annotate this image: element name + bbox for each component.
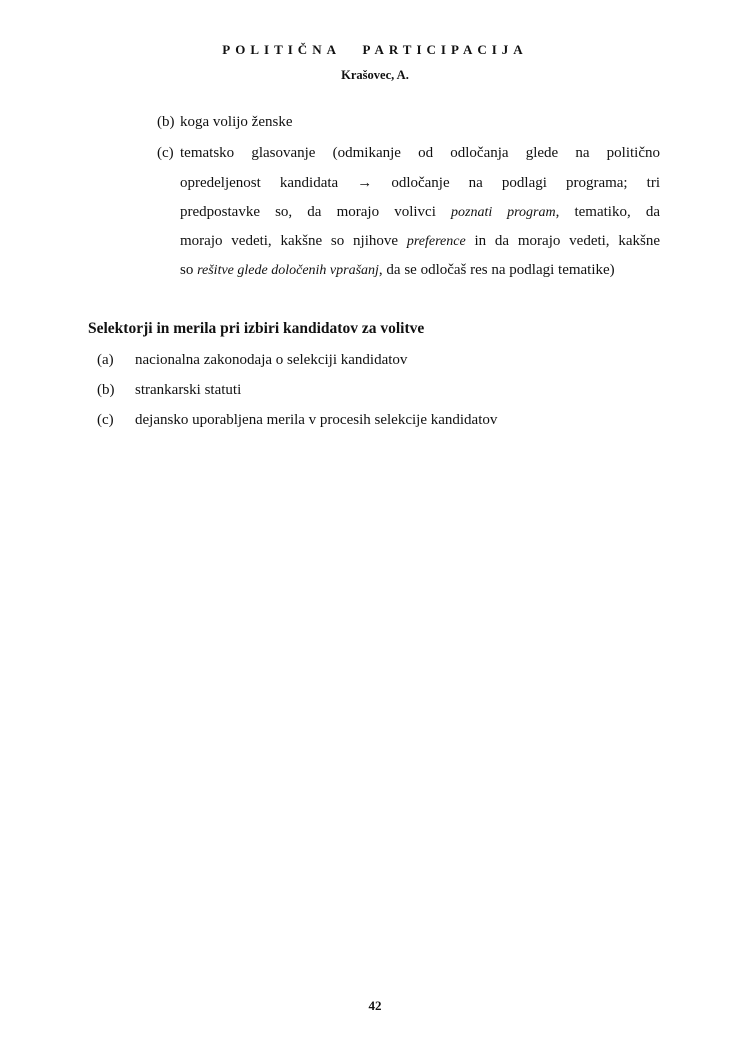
text: , da se odločaš res na podlagi tematike) [378, 262, 615, 278]
list-text: nacionalna zakonodaja o selekciji kandidatov [135, 352, 408, 368]
running-header-title: POLITIČNA PARTICIPACIJA [222, 42, 528, 57]
list-label: (b) [157, 114, 175, 130]
text: predpostavke so, da morajo volivci [180, 204, 436, 220]
list-text: koga volijo ženske [180, 114, 293, 130]
arrow-right-icon: → [357, 175, 373, 191]
paragraph-line: tematsko glasovanje (odmikanje od odločanja glede na politično [180, 145, 660, 161]
text: morajo vedeti, kakšne so njihove [180, 233, 399, 249]
list-label: (c) [157, 145, 174, 161]
list-label: (b) [97, 382, 115, 398]
text: in da morajo vedeti, kakšne [474, 233, 661, 249]
page-number: 42 [368, 998, 382, 1013]
text: opredeljenost kandidata [180, 175, 339, 191]
list-label: (a) [97, 352, 114, 368]
section-heading: Selektorji in merila pri izbiri kandidatov za volitve [88, 320, 425, 337]
paragraph-line [180, 233, 660, 250]
text: so [180, 262, 194, 278]
running-header-author: Krašovec, A. [341, 68, 409, 82]
paragraph-line [180, 262, 660, 279]
emphasis: rešitve glede določenih vprašanj [197, 263, 379, 278]
list-text: strankarski statuti [135, 382, 242, 398]
emphasis: preference [406, 234, 466, 249]
paragraph-line [180, 204, 660, 221]
paragraph-line [180, 175, 660, 192]
text: , tematiko, da [555, 204, 660, 220]
list-text: dejansko uporabljena merila v procesih selekcije kandidatov [135, 412, 498, 428]
text: odločanje na podlagi programa; tri [391, 175, 660, 191]
list-label: (c) [97, 412, 114, 428]
emphasis: poznati program [451, 205, 556, 220]
